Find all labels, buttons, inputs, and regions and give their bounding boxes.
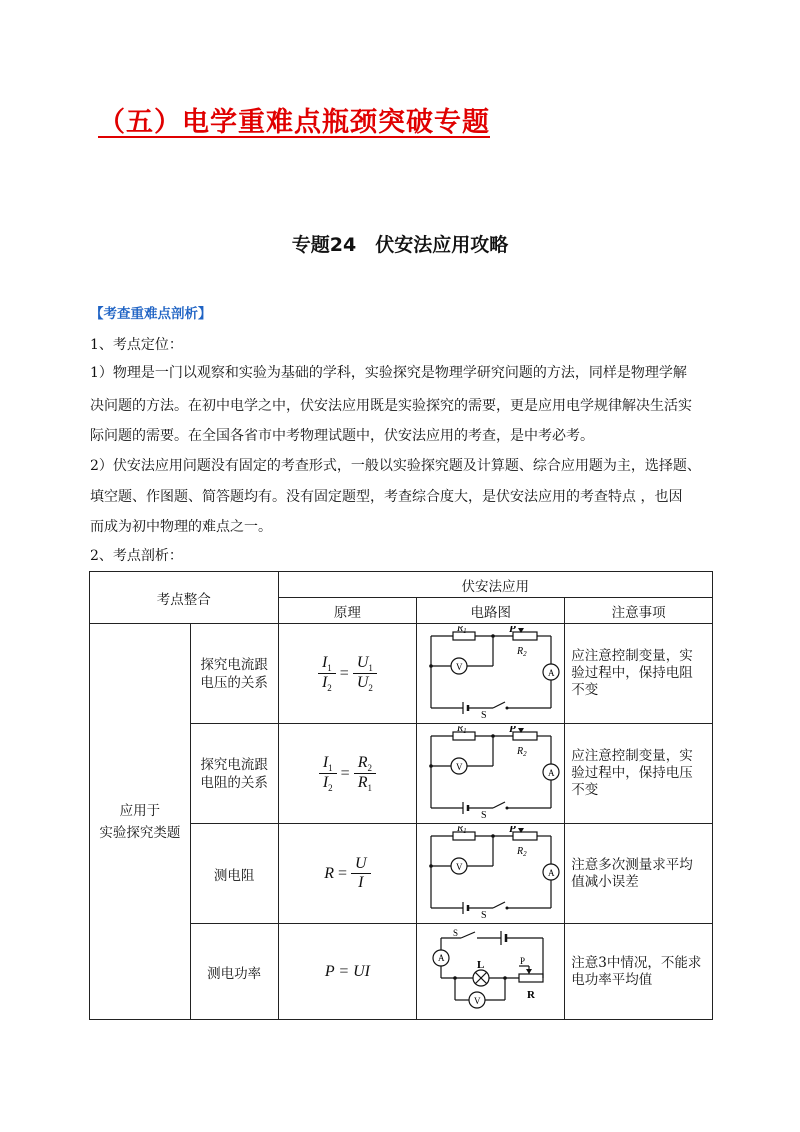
svg-text:V: V bbox=[455, 661, 463, 672]
header-group: 伏安法应用 bbox=[278, 572, 712, 598]
svg-text:R1: $R_1$ bbox=[456, 625, 467, 635]
para2-line-3: 而成为初中物理的难点之一。 bbox=[90, 519, 272, 535]
svg-text:P: P bbox=[508, 825, 516, 835]
row-name: 探究电流跟 电压的关系 bbox=[190, 624, 278, 724]
svg-text:V: V bbox=[473, 995, 481, 1006]
svg-text:P: P bbox=[508, 725, 516, 735]
para2-line-2: 填空题、作图题、简答题均有。没有固定题型，考查综合度大，是伏安法应用的考查特点 ，也因 bbox=[90, 489, 683, 505]
circuit-diagram-series-rheostat bbox=[421, 826, 561, 918]
item1-label: 1、考点定位： bbox=[90, 337, 183, 353]
row-name: 测电功率 bbox=[190, 924, 278, 1020]
row-name: 探究电流跟 电阻的关系 bbox=[190, 724, 278, 824]
svg-text:R2: $R_2$ bbox=[516, 645, 527, 658]
circuit-cell bbox=[417, 724, 565, 824]
section-heading: 【考查重难点剖析】 bbox=[90, 306, 212, 322]
svg-text:R1: $R_1$ bbox=[456, 825, 467, 835]
svg-text:A: A bbox=[547, 767, 555, 778]
note-cell: 应注意控制变量，实验过程中，保持电阻不变 bbox=[565, 624, 713, 724]
para1-line-2: 决问题的方法。在初中电学之中，伏安法应用既是实验探究的需要，更是应用电学规律解决生活实 bbox=[90, 398, 692, 414]
principle-formula: R = $\frac{U}{I}$ bbox=[278, 824, 417, 924]
circuit-cell bbox=[417, 824, 565, 924]
svg-text:S: S bbox=[480, 709, 487, 718]
header-notes: 注意事项 bbox=[565, 598, 713, 624]
svg-text:V: V bbox=[455, 861, 463, 872]
header-principle: 原理 bbox=[278, 598, 417, 624]
svg-text:P: P bbox=[519, 955, 525, 966]
header-summary: 考点整合 bbox=[90, 572, 279, 624]
principle-formula: $\frac{I_1}{I_2}$ = $\frac{U_1}{U_2}$ bbox=[278, 624, 417, 724]
note-cell: 注意3中情况，不能求电功率平均值 bbox=[565, 924, 713, 1020]
svg-text:R: R bbox=[526, 988, 535, 1001]
svg-text:S: S bbox=[480, 909, 487, 918]
para2-line-1: 2）伏安法应用问题没有固定的考查形式，一般以实验探究题及计算题、综合应用题为主，选择题、 bbox=[90, 458, 701, 474]
analysis-table bbox=[89, 571, 713, 1020]
part-title: （五）电学重难点瓶颈突破专题 bbox=[98, 107, 490, 138]
note-cell: 应注意控制变量，实验过程中，保持电压不变 bbox=[565, 724, 713, 824]
svg-text:P: P bbox=[508, 625, 516, 635]
svg-text:S: S bbox=[452, 927, 458, 938]
circuit-diagram-series-rheostat bbox=[421, 626, 561, 718]
svg-text:A: A bbox=[547, 667, 555, 678]
row-name: 测电阻 bbox=[190, 824, 278, 924]
note-cell: 注意多次测量求平均值减小误差 bbox=[565, 824, 713, 924]
svg-text:R1: $R_1$ bbox=[456, 725, 467, 735]
para1-line-1: 1）物理是一门以观察和实验为基础的学科，实验探究是物理学研究问题的方法，同样是物理学解 bbox=[90, 365, 687, 381]
table-row bbox=[90, 624, 713, 724]
svg-text:A: A bbox=[437, 952, 445, 963]
principle-formula: P = UI bbox=[278, 924, 417, 1020]
circuit-cell bbox=[417, 924, 565, 1020]
category-cell: 应用于 实验探究类题 bbox=[90, 624, 191, 1020]
svg-text:A: A bbox=[547, 867, 555, 878]
svg-text:S: S bbox=[480, 809, 487, 818]
topic-title: 专题24 伏安法应用攻略 bbox=[291, 234, 509, 256]
item2-label: 2、考点剖析： bbox=[90, 548, 183, 564]
circuit-diagram-series-rheostat bbox=[421, 726, 561, 818]
principle-formula: $\frac{I_1}{I_2}$ = $\frac{R_2}{R_1}$ bbox=[278, 724, 417, 824]
para1-line-3: 际问题的需要。在全国各省市中考物理试题中，伏安法应用的考查，是中考必考。 bbox=[90, 428, 594, 444]
svg-text:R2: $R_2$ bbox=[516, 745, 527, 758]
circuit-diagram-lamp-power bbox=[421, 926, 561, 1014]
circuit-cell bbox=[417, 624, 565, 724]
svg-text:L: L bbox=[476, 958, 485, 971]
svg-text:V: V bbox=[455, 761, 463, 772]
svg-text:R2: $R_2$ bbox=[516, 845, 527, 858]
header-circuit: 电路图 bbox=[417, 598, 565, 624]
